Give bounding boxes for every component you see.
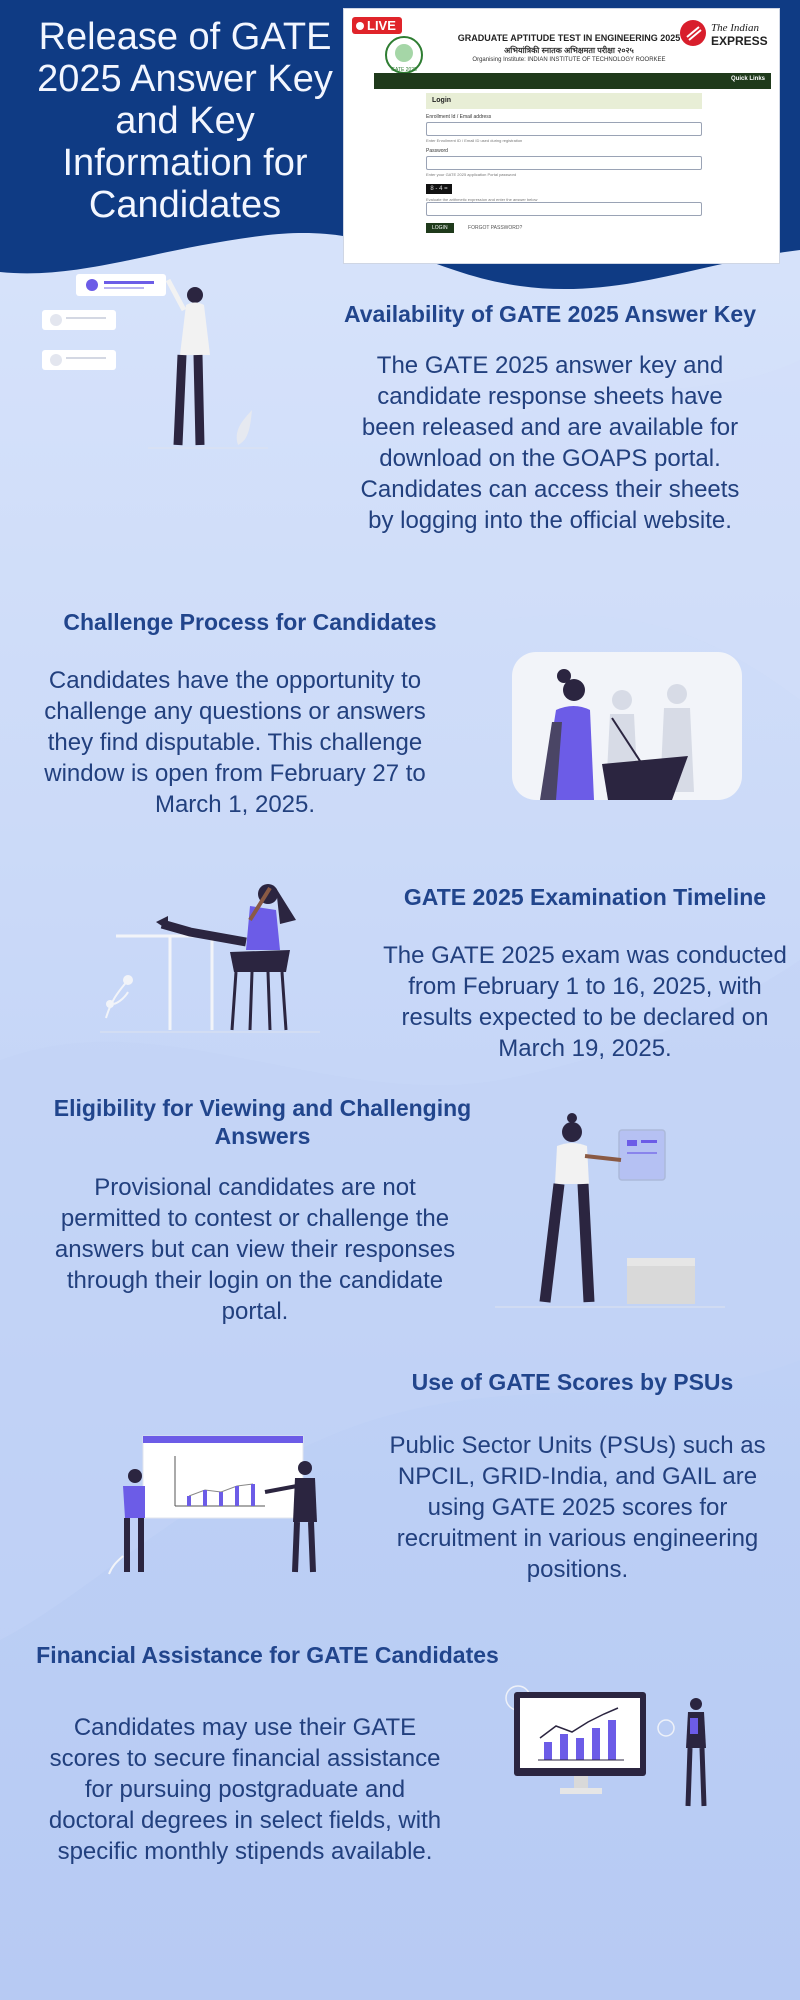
section-text-psus: Public Sector Units (PSUs) such as NPCIL, GRID-India, and GAIL are using GATE 2025 scores for recruitment in various engineering positions. <box>389 1432 766 1583</box>
password-label: Password <box>426 148 448 154</box>
gate-logo-icon <box>384 35 424 75</box>
password-field[interactable] <box>426 156 702 170</box>
person-at-whiteboard-icon <box>495 1112 725 1312</box>
section-heading-eligibility: Eligibility for Viewing and Challenging Answers <box>53 1095 472 1149</box>
login-button[interactable]: LOGIN <box>426 223 454 233</box>
password-hint: Enter your GATE 2025 application Portal password <box>426 172 517 177</box>
live-badge <box>352 17 402 34</box>
section-heading-financial: Financial Assistance for GATE Candidates <box>36 1642 499 1668</box>
presentation-chart-icon <box>105 1432 335 1582</box>
captcha-image: 8 - 4 = <box>426 184 452 194</box>
captcha-field[interactable] <box>426 202 702 216</box>
login-page-screenshot <box>343 8 780 264</box>
section-text-timeline: The GATE 2025 exam was conducted from February 1 to 16, 2025, with results expected to be declared on March 19, 2025. <box>383 942 787 1062</box>
organising-institute: Organising Institute: INDIAN INSTITUTE OF TECHNOLOGY ROORKEE <box>472 57 666 63</box>
forgot-password-link[interactable]: FORGOT PASSWORD? <box>468 225 523 231</box>
section-text-eligibility: Provisional candidates are not permitted to contest or challenge the answers but can view their responses through their login on the candidate portal. <box>54 1174 456 1325</box>
monitor-bar-chart-icon <box>500 1678 730 1818</box>
section-heading-psus: Use of GATE Scores by PSUs <box>411 1369 734 1395</box>
section-text-financial: Candidates may use their GATE scores to secure financial assistance for pursuing postgraduate and doctoral degrees in select fields, with specific monthly stipends available. <box>48 1714 442 1865</box>
login-form <box>426 93 702 253</box>
section-heading-challenge: Challenge Process for Candidates <box>63 609 437 635</box>
exam-name-hindi: अभियांत्रिकी स्नातक अभिक्षमता परीक्षा २०२५ <box>504 46 634 55</box>
section-text-answer-key: The GATE 2025 answer key and candidate response sheets have been released and are available for download on the GOAPS portal. Candidates can access their sheets by logging into the official website. <box>360 352 740 534</box>
page-title: Release of GATE 2025 Answer Key and Key Information for Candidates <box>37 16 333 226</box>
captcha-hint: Evaluate the arithmetic expression and enter the answer below <box>426 197 538 202</box>
ui-cards-person-icon <box>38 270 278 455</box>
nav-bar <box>374 73 771 89</box>
speaker-at-podium-icon <box>512 652 742 800</box>
quick-links[interactable]: Quick Links <box>730 76 765 82</box>
section-text-challenge: Candidates have the opportunity to challenge any questions or answers they find disputable. This challenge window is open from February 27 to March 1, 2025. <box>44 667 426 818</box>
enrollment-hint: Enter Enrollment ID / Email ID used during registration <box>426 138 523 143</box>
live-badge-label: LIVE <box>367 18 396 33</box>
person-relaxing-on-chair-icon <box>100 880 330 1040</box>
section-heading-timeline: GATE 2025 Examination Timeline <box>403 884 767 910</box>
enrollment-field[interactable] <box>426 122 702 136</box>
section-heading-answer-key: Availability of GATE 2025 Answer Key <box>343 301 756 327</box>
publisher-line2: EXPRESS <box>711 34 768 48</box>
enrollment-label: Enrollment Id / Email address <box>426 114 492 120</box>
login-title: Login <box>426 93 702 109</box>
indian-express-logo-icon <box>679 17 774 51</box>
gate-logo-label: GATE 2025 <box>391 67 417 73</box>
publisher-line1: The Indian <box>711 22 759 34</box>
exam-name: GRADUATE APTITUDE TEST IN ENGINEERING 2025 <box>457 33 681 43</box>
